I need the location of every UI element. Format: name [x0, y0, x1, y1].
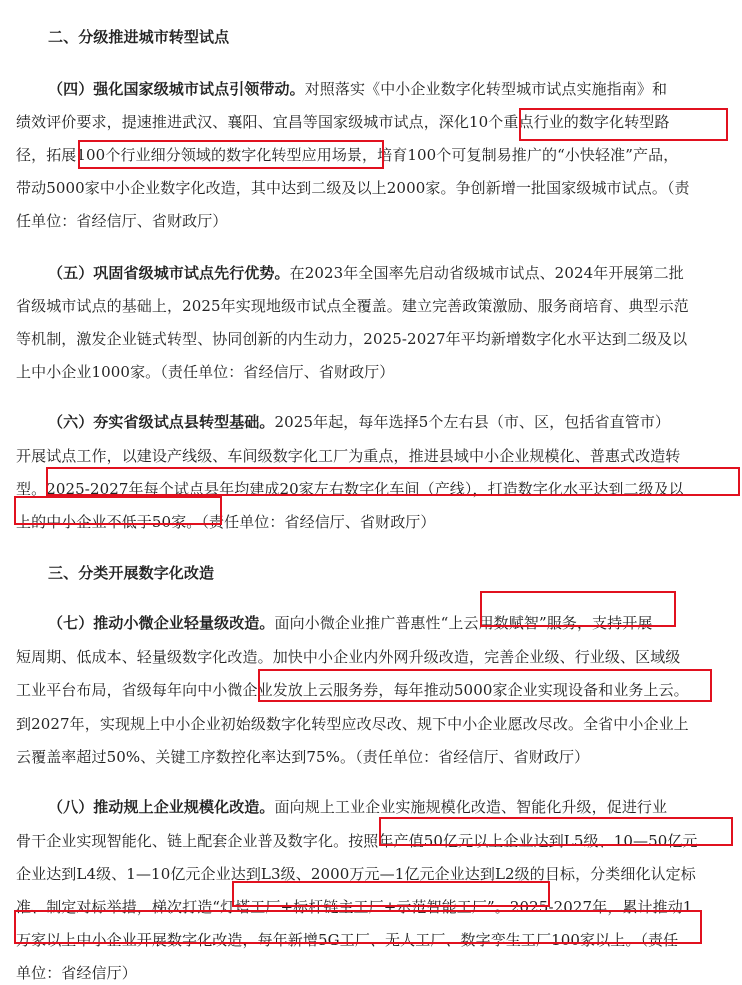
paragraph-8-line-3: 企业达到L4级、1—10亿元企业达到L3级、2000万元—1亿元企业达到L2级的目标，分类细化认定标	[16, 865, 696, 883]
section-heading-2: 二、分级推进城市转型试点	[48, 28, 230, 46]
paragraph-4-line-4: 带动5000家中小企业数字化改造，其中达到二级及以上2000家。争创新增一批国家级城市试点。（责	[16, 179, 690, 197]
paragraph-4-title: （四）强化国家级城市试点引领带动。	[48, 80, 305, 98]
paragraph-7-line-3: 工业平台布局，省级每年向中小微企业发放上云服务券，每年推动5000家企业实现设备和业务上云。	[16, 681, 689, 699]
paragraph-5-line-3: 等机制，激发企业链式转型、协同创新的内生动力，2025-2027年平均新增数字化水平达到二级及以	[16, 330, 688, 348]
section-heading-3: 三、分类开展数字化改造	[48, 564, 215, 582]
paragraph-6-line-1: （六）夯实省级试点县转型基础。2025年起，每年选择5个左右县（市、区，包括省直管市）	[48, 413, 671, 431]
paragraph-8-line-4: 准、制定对标举措，梯次打造“灯塔工厂+标杆链主工厂+示范智能工厂”。2025-2027年，累计推动1	[16, 898, 693, 916]
paragraph-7-line-1: （七）推动小微企业轻量级改造。面向小微企业推广普惠性“上云用数赋智”服务，支持开展	[48, 614, 653, 632]
paragraph-7-line-4: 到2027年，实现规上中小企业初始级数字化转型应改尽改、规下中小企业愿改尽改。全省中小企业上	[16, 715, 689, 733]
paragraph-8-title: （八）推动规上企业规模化改造。	[48, 798, 275, 816]
paragraph-4-line-3: 径，拓展100个行业细分领域的数字化转型应用场景，培育100个可复制易推广的“小快轻准”产品，	[16, 146, 679, 164]
paragraph-5-title: （五）巩固省级城市试点先行优势。	[48, 264, 290, 282]
paragraph-8-line-1: （八）推动规上企业规模化改造。面向规上工业企业实施规模化改造、智能化升级，促进行业	[48, 798, 668, 816]
paragraph-6-line-2: 开展试点工作，以建设产线级、车间级数字化工厂为重点，推进县域中小企业规模化、普惠式改造转	[16, 447, 681, 465]
paragraph-6-title: （六）夯实省级试点县转型基础。	[48, 413, 275, 431]
paragraph-5-line-1: （五）巩固省级城市试点先行优势。在2023年全国率先启动省级城市试点、2024年开展第二批	[48, 264, 684, 282]
paragraph-7-title: （七）推动小微企业轻量级改造。	[48, 614, 275, 632]
paragraph-6-line-3: 型。2025-2027年每个试点县年均建成20家左右数字化车间（产线），打造数字化水平达到二级及以	[16, 480, 684, 498]
paragraph-4-line-2: 绩效评价要求，提速推进武汉、襄阳、宜昌等国家级城市试点，深化10个重点行业的数字化转型路	[16, 113, 670, 131]
paragraph-7-line-2: 短周期、低成本、轻量级数字化改造。加快中小企业内外网升级改造，完善企业级、行业级、区域级	[16, 648, 681, 666]
paragraph-4-line-5: 任单位：省经信厅、省财政厅）	[16, 212, 228, 230]
paragraph-8-line-5: 万家以上中小企业开展数字化改造，每年新增5G工厂、无人工厂、数字孪生工厂100家以上。（责任	[16, 931, 679, 949]
paragraph-4-line-1: （四）强化国家级城市试点引领带动。对照落实《中小企业数字化转型城市试点实施指南》和	[48, 80, 668, 98]
paragraph-7-line-5: 云覆盖率超过50%、关键工序数控化率达到75%。（责任单位：省经信厅、省财政厅）	[16, 748, 590, 766]
paragraph-6-line-4: 上的中小企业不低于50家。（责任单位：省经信厅、省财政厅）	[16, 513, 436, 531]
paragraph-8-line-2: 骨干企业实现智能化、链上配套企业普及数字化。按照年产值50亿元以上企业达到L5级、10—50亿元	[16, 832, 698, 850]
paragraph-5-line-4: 上中小企业1000家。（责任单位：省经信厅、省财政厅）	[16, 363, 395, 381]
paragraph-5-line-2: 省级城市试点的基础上，2025年实现地级市试点全覆盖。建立完善政策激励、服务商培育、典型示范	[16, 297, 689, 315]
paragraph-8-line-6: 单位：省经信厅）	[16, 964, 137, 982]
